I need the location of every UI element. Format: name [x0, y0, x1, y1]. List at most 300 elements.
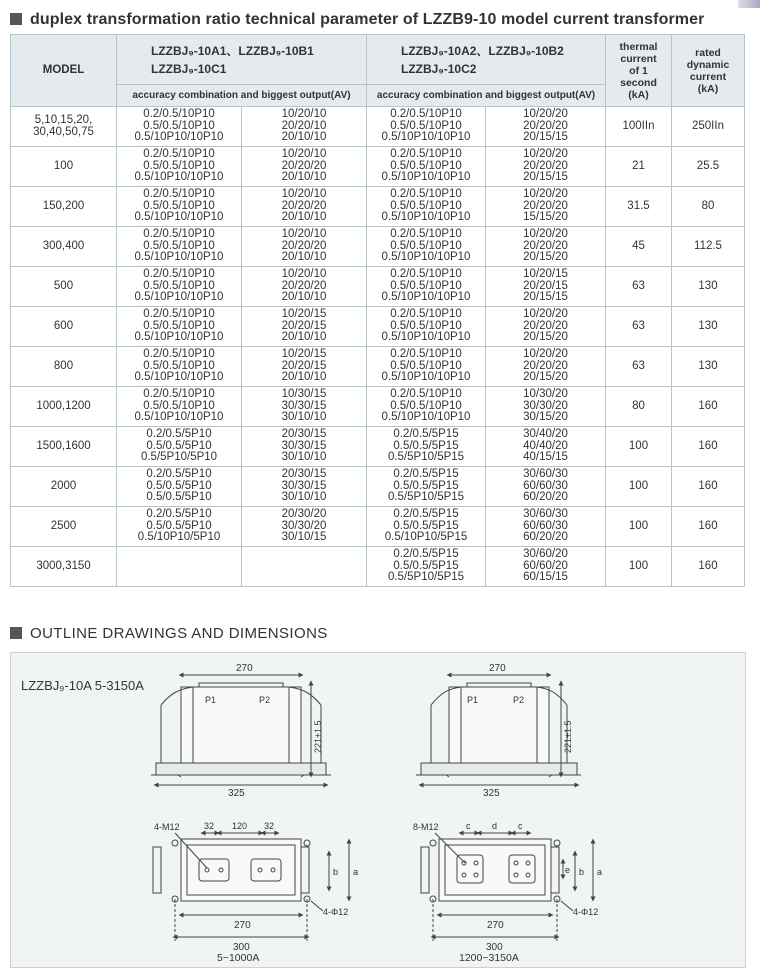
corner-decoration: [738, 0, 760, 8]
output-cell-1-line: 20/20/15: [281, 319, 327, 332]
table-row: [11, 187, 745, 227]
right-side-a: a: [597, 867, 603, 877]
right-p1: P1: [467, 695, 479, 705]
output-cell-2-line: 30/15/20: [523, 411, 568, 424]
left-top-view: [153, 833, 349, 941]
output-cell-1-line: 10/30/15: [281, 388, 327, 401]
accuracy-cell-1-line: 0.2/0.5/5P10: [146, 468, 212, 481]
output-cell-1-line: 20/10/10: [281, 251, 327, 264]
heading-square-icon: [10, 13, 22, 25]
model-cell-line: 5,10,15,20,: [34, 114, 93, 126]
thermal-cell: 21: [606, 147, 672, 187]
thermal-cell: 100: [606, 467, 672, 507]
accuracy-cell-2: [367, 147, 486, 187]
accuracy-cell-1-line: 0.5/0.5/10P10: [143, 159, 215, 172]
accuracy-cell-1: [117, 427, 242, 467]
output-cell-1-line: 30/30/15: [281, 479, 327, 492]
output-cell-1-line: 20/30/15: [281, 468, 327, 481]
dynamic-cell: 160: [672, 507, 745, 547]
group1-line1: LZZBJ₉-10A1、LZZBJ₉-10B1: [151, 43, 314, 58]
output-cell-1-line: 20/30/15: [281, 428, 327, 441]
model-label: LZZBJ₉-10A 5-3150A: [21, 678, 144, 693]
left-p1: P1: [205, 695, 217, 705]
accuracy-cell-1: [117, 147, 242, 187]
model-cell-line: 1000,1200: [36, 399, 91, 412]
right-top-view: [421, 833, 593, 941]
right-mount-holes: 4-Φ12: [573, 907, 599, 917]
accuracy-cell-2-line: 0.2/0.5/10P10: [390, 108, 462, 121]
accuracy-cell-1-line: 0.5/10P10/10P10: [134, 211, 224, 224]
thermal-cell: 45: [606, 227, 672, 267]
output-cell-1: [242, 147, 367, 187]
accuracy-cell-1-line: 0.5/0.5/10P10: [143, 239, 215, 252]
output-cell-1-line: 10/20/10: [281, 268, 327, 281]
thermal-cell: 100: [606, 427, 672, 467]
model-cell: [11, 347, 117, 387]
right-spacing-b: d: [492, 821, 498, 831]
left-side-a: a: [353, 867, 359, 877]
output-cell-2: [486, 267, 606, 307]
dynamic-cell: 130: [672, 267, 745, 307]
output-cell-2-line: 60/60/30: [523, 479, 568, 492]
header-dynamic: [672, 35, 745, 107]
group2-line1: LZZBJ₉-10A2、LZZBJ₉-10B2: [401, 43, 564, 58]
dynamic-line: dynamic: [686, 58, 730, 71]
dynamic-line: (kA): [697, 82, 719, 95]
output-cell-2: [486, 547, 606, 587]
output-cell-1-line: 30/10/15: [281, 531, 327, 544]
model-cell: [11, 387, 117, 427]
model-cell-line: 100: [53, 159, 74, 172]
output-cell-2-line: 30/60/30: [523, 468, 568, 481]
model-cell-line: 3000,3150: [36, 559, 91, 572]
accuracy-cell-1-line: 0.5/0.5/10P10: [143, 119, 215, 132]
accuracy-cell-1-line: 0.2/0.5/5P10: [146, 508, 212, 521]
output-cell-1: [242, 267, 367, 307]
output-cell-1-line: 20/20/20: [281, 279, 327, 292]
output-cell-1-line: 30/30/15: [281, 439, 327, 452]
output-cell-2-line: 20/15/20: [523, 371, 568, 384]
model-cell-line: 2000: [50, 479, 77, 492]
accuracy-cell-1-line: 0.5/10P10/10P10: [134, 411, 224, 424]
dynamic-cell: 160: [672, 467, 745, 507]
output-cell-2-line: 20/15/15: [523, 131, 568, 144]
output-cell-1-line: 10/20/10: [281, 108, 327, 121]
output-cell-1-line: 20/20/20: [281, 239, 327, 252]
left-front-view: [151, 675, 331, 785]
output-cell-2-line: 60/60/20: [523, 559, 568, 572]
table-row: [11, 547, 745, 587]
output-cell-2: [486, 387, 606, 427]
accuracy-cell-1-line: 0.5/0.5/10P10: [143, 199, 215, 212]
table-row: [11, 467, 745, 507]
thermal-cell: 100: [606, 547, 672, 587]
model-cell: [11, 547, 117, 587]
dynamic-cell: 25.5: [672, 147, 745, 187]
output-cell-1-line: 30/30/15: [281, 399, 327, 412]
output-cell-2-line: 10/20/20: [523, 188, 568, 201]
left-dim-top: 270: [236, 663, 253, 674]
output-cell-1: [242, 107, 367, 147]
right-dim-height: 221±1.5: [563, 720, 573, 753]
right-front-view: [416, 675, 581, 785]
thermal-cell: 63: [606, 267, 672, 307]
output-cell-1: [242, 427, 367, 467]
accuracy-cell-2-line: 0.5/10P10/10P10: [381, 411, 471, 424]
output-cell-1-line: 20/10/10: [281, 291, 327, 304]
accuracy-cell-2: [367, 387, 486, 427]
header-thermal: [606, 35, 672, 107]
thermal-cell: 100IIn: [606, 107, 672, 147]
output-cell-1-line: 20/20/15: [281, 359, 327, 372]
left-spacing-c: 32: [264, 821, 275, 831]
output-cell-2: [486, 147, 606, 187]
output-cell-1: [242, 307, 367, 347]
model-cell-line: 300,400: [42, 239, 85, 252]
accuracy-cell-2: [367, 507, 486, 547]
model-cell: [11, 147, 117, 187]
accuracy-cell-2-line: 0.5/0.5/10P10: [390, 359, 462, 372]
accuracy-cell-1-line: 0.5/0.5/10P10: [143, 279, 215, 292]
accuracy-cell-1-line: 0.5/10P10/10P10: [134, 371, 224, 384]
model-cell-line: 2500: [50, 519, 77, 532]
accuracy-cell-2-line: 0.5/10P10/10P10: [381, 211, 471, 224]
thermal-line: current: [620, 52, 657, 65]
output-cell-2-line: 30/60/20: [523, 548, 568, 561]
left-holes-top: 4-M12: [154, 822, 180, 832]
accuracy-cell-1-line: 0.5/10P10/10P10: [134, 131, 224, 144]
accuracy-cell-2-line: 0.5/0.5/10P10: [390, 199, 462, 212]
output-cell-1: [242, 387, 367, 427]
accuracy-cell-2-line: 0.2/0.5/10P10: [390, 148, 462, 161]
accuracy-cell-2-line: 0.5/5P10/5P15: [387, 571, 465, 584]
output-cell-2: [486, 347, 606, 387]
output-cell-2-line: 30/30/20: [523, 399, 568, 412]
output-cell-1-line: 30/30/20: [281, 519, 327, 532]
right-side-b: b: [579, 867, 585, 877]
accuracy-cell-1: [117, 227, 242, 267]
output-cell-2: [486, 227, 606, 267]
output-cell-1-line: 30/10/10: [281, 451, 327, 464]
left-mount-holes: 4-Φ12: [323, 907, 349, 917]
accuracy-cell-1-line: 0.2/0.5/5P10: [146, 428, 212, 441]
accuracy-cell-2-line: 0.5/0.5/10P10: [390, 319, 462, 332]
accuracy-cell-2-line: 0.5/0.5/5P15: [393, 519, 459, 532]
accuracy-cell-2-line: 0.5/0.5/5P15: [393, 439, 459, 452]
dynamic-cell: 250IIn: [672, 107, 745, 147]
output-cell-2: [486, 307, 606, 347]
accuracy-cell-2-line: 0.2/0.5/10P10: [390, 228, 462, 241]
model-cell: [11, 507, 117, 547]
spec-heading: [10, 11, 704, 29]
right-caption: 1200~3150A: [459, 952, 519, 964]
output-cell-1-line: 20/10/10: [281, 371, 327, 384]
accuracy-cell-1-line: 0.2/0.5/10P10: [143, 388, 215, 401]
table-row: [11, 347, 745, 387]
accuracy-cell-1-line: 0.5/0.5/10P10: [143, 399, 215, 412]
output-cell-2-line: 10/20/20: [523, 308, 568, 321]
accuracy-cell-2-line: 0.5/0.5/5P15: [393, 479, 459, 492]
output-cell-1-line: 20/10/10: [281, 331, 327, 344]
output-cell-2-line: 20/15/15: [523, 171, 568, 184]
thermal-cell: 63: [606, 307, 672, 347]
output-cell-2-line: 20/15/20: [523, 331, 568, 344]
accuracy-cell-1-line: 0.2/0.5/10P10: [143, 108, 215, 121]
output-cell-1-line: 10/20/10: [281, 148, 327, 161]
left-dim-base: 325: [228, 788, 245, 799]
output-cell-1: [242, 187, 367, 227]
thermal-line: thermal: [619, 40, 658, 53]
outline-heading: [10, 625, 328, 642]
table-row: [11, 307, 745, 347]
right-p2: P2: [513, 695, 525, 705]
dynamic-cell: 160: [672, 387, 745, 427]
table-row: [11, 387, 745, 427]
accuracy-cell-2-line: 0.2/0.5/5P15: [393, 508, 459, 521]
output-cell-2: [486, 427, 606, 467]
accuracy-cell-1: [117, 307, 242, 347]
group1-line2: LZZBJ₉-10C1: [151, 61, 227, 76]
accuracy-cell-1-line: 0.5/10P10/10P10: [134, 251, 224, 264]
accuracy-cell-1-line: 0.5/0.5/10P10: [143, 319, 215, 332]
model-cell: [11, 467, 117, 507]
output-cell-1-line: 20/20/10: [281, 119, 327, 132]
accuracy-cell-2-line: 0.5/5P10/5P15: [387, 451, 465, 464]
accuracy-cell-2-line: 0.5/0.5/10P10: [390, 159, 462, 172]
group2-line2: LZZBJ₉-10C2: [401, 61, 477, 76]
accuracy-cell-1-line: 0.5/0.5/10P10: [143, 359, 215, 372]
output-cell-2-line: 30/60/30: [523, 508, 568, 521]
accuracy-cell-2: [367, 187, 486, 227]
output-cell-2: [486, 467, 606, 507]
accuracy-cell-1: [117, 187, 242, 227]
model-cell: [11, 307, 117, 347]
accuracy-cell-1-line: 0.2/0.5/10P10: [143, 148, 215, 161]
accuracy-cell-1-line: 0.2/0.5/10P10: [143, 308, 215, 321]
heading-square-icon: [10, 627, 22, 639]
accuracy-cell-2: [367, 267, 486, 307]
accuracy-cell-1-line: 0.5/10P10/5P10: [137, 531, 221, 544]
left-caption: 5~1000A: [217, 952, 260, 964]
right-dim-base: 325: [483, 788, 500, 799]
accuracy-cell-2-line: 0.5/0.5/5P15: [393, 559, 459, 572]
left-bottom-300: 300: [233, 942, 250, 953]
accuracy-cell-2-line: 0.5/10P10/10P10: [381, 251, 471, 264]
thermal-cell: 31.5: [606, 187, 672, 227]
accuracy-cell-2-line: 0.2/0.5/5P15: [393, 468, 459, 481]
accuracy-cell-2-line: 0.5/0.5/10P10: [390, 239, 462, 252]
accuracy-cell-2-line: 0.5/10P10/10P10: [381, 371, 471, 384]
output-cell-2-line: 60/20/20: [523, 531, 568, 544]
output-cell-2-line: 60/60/30: [523, 519, 568, 532]
output-cell-2-line: 30/40/20: [523, 428, 568, 441]
accuracy-cell-1-line: 0.5/5P10/5P10: [140, 451, 218, 464]
right-holes-top: 8-M12: [413, 822, 439, 832]
model-cell: [11, 227, 117, 267]
table-row: [11, 227, 745, 267]
dynamic-line: rated: [695, 46, 721, 59]
output-cell-2-line: 10/30/20: [523, 388, 568, 401]
accuracy-cell-2-line: 0.5/0.5/10P10: [390, 399, 462, 412]
header-group1: [117, 35, 367, 85]
accuracy-cell-1: [117, 467, 242, 507]
output-cell-2-line: 15/15/20: [523, 211, 568, 224]
accuracy-cell-2: [367, 107, 486, 147]
output-cell-2-line: 10/20/15: [523, 268, 568, 281]
spec-table: [10, 34, 745, 587]
dynamic-cell: 160: [672, 547, 745, 587]
output-cell-1: [242, 227, 367, 267]
output-cell-1-line: 10/20/10: [281, 228, 327, 241]
output-cell-1-line: 30/10/10: [281, 491, 327, 504]
output-cell-1-line: 20/10/10: [281, 171, 327, 184]
accuracy-cell-2-line: 0.5/10P10/5P15: [384, 531, 468, 544]
dynamic-cell: 80: [672, 187, 745, 227]
thermal-cell: 63: [606, 347, 672, 387]
accuracy-cell-1: [117, 347, 242, 387]
accuracy-cell-2-line: 0.2/0.5/10P10: [390, 268, 462, 281]
accuracy-cell-2-line: 0.2/0.5/10P10: [390, 348, 462, 361]
left-side-b: b: [333, 867, 339, 877]
model-cell: [11, 187, 117, 227]
accuracy-cell-2: [367, 227, 486, 267]
right-spacing-c: c: [518, 821, 523, 831]
table-row: [11, 267, 745, 307]
output-cell-1-line: 20/10/10: [281, 211, 327, 224]
accuracy-cell-1-line: 0.2/0.5/10P10: [143, 228, 215, 241]
dynamic-cell: 130: [672, 347, 745, 387]
accuracy-cell-2: [367, 547, 486, 587]
output-cell-2-line: 20/20/20: [523, 359, 568, 372]
output-cell-2-line: 20/20/20: [523, 159, 568, 172]
accuracy-cell-1-line: 0.5/10P10/10P10: [134, 291, 224, 304]
output-cell-2: [486, 187, 606, 227]
drawing-canvas: [11, 653, 745, 967]
output-cell-2: [486, 507, 606, 547]
output-cell-2-line: 20/15/20: [523, 251, 568, 264]
model-cell-line: 500: [53, 279, 74, 292]
output-cell-2-line: 40/40/20: [523, 439, 568, 452]
accuracy-cell-2-line: 0.5/0.5/10P10: [390, 119, 462, 132]
output-cell-2-line: 10/20/20: [523, 108, 568, 121]
sub-label-group2: accuracy combination and biggest output(AV): [367, 85, 606, 107]
output-cell-2-line: 20/15/15: [523, 291, 568, 304]
left-bottom-270: 270: [234, 920, 251, 931]
output-cell-1-line: 10/20/10: [281, 188, 327, 201]
right-bottom-300: 300: [486, 942, 503, 953]
output-cell-1-line: 20/30/20: [281, 508, 327, 521]
output-cell-1-line: 20/20/20: [281, 199, 327, 212]
accuracy-cell-1-line: 0.5/0.5/5P10: [146, 519, 212, 532]
model-cell: [11, 427, 117, 467]
thermal-line: second: [620, 76, 657, 89]
accuracy-cell-2-line: 0.2/0.5/10P10: [390, 388, 462, 401]
accuracy-cell-1-line: 0.5/0.5/5P10: [146, 491, 212, 504]
dynamic-cell: 112.5: [672, 227, 745, 267]
left-dim-height: 221±1.5: [313, 720, 323, 753]
output-cell-2-line: 60/15/15: [523, 571, 568, 584]
right-dim-top: 270: [489, 663, 506, 674]
left-spacing-b: 120: [232, 821, 248, 831]
accuracy-cell-1: [117, 387, 242, 427]
table-row: [11, 507, 745, 547]
table-row: [11, 427, 745, 467]
accuracy-cell-2-line: 0.5/10P10/10P10: [381, 171, 471, 184]
accuracy-cell-2-line: 0.2/0.5/10P10: [390, 188, 462, 201]
accuracy-cell-2-line: 0.5/10P10/10P10: [381, 331, 471, 344]
output-cell-2-line: 40/15/15: [523, 451, 568, 464]
model-cell-line: 600: [53, 319, 74, 332]
output-cell-2-line: 20/20/20: [523, 199, 568, 212]
accuracy-cell-1: [117, 107, 242, 147]
thermal-cell: 80: [606, 387, 672, 427]
output-cell-1-line: 10/20/15: [281, 348, 327, 361]
accuracy-cell-1-line: 0.2/0.5/10P10: [143, 268, 215, 281]
thermal-cell: 100: [606, 507, 672, 547]
output-cell-1: [242, 507, 367, 547]
model-cell-line: 150,200: [42, 199, 85, 212]
output-cell-2-line: 10/20/20: [523, 348, 568, 361]
accuracy-cell-2: [367, 427, 486, 467]
dynamic-line: current: [689, 70, 727, 83]
output-cell-2-line: 20/20/20: [523, 119, 568, 132]
model-cell: [11, 107, 117, 147]
output-cell-1-line: 20/10/10: [281, 131, 327, 144]
model-cell: [11, 267, 117, 307]
left-spacing-a: 32: [204, 821, 215, 831]
table-row: [11, 147, 745, 187]
model-cell-line: 1500,1600: [36, 439, 91, 452]
accuracy-cell-1-line: 0.5/10P10/10P10: [134, 171, 224, 184]
thermal-line: (kA): [628, 88, 649, 101]
model-cell-line: 800: [53, 359, 74, 372]
left-p2: P2: [259, 695, 271, 705]
output-cell-1: [242, 467, 367, 507]
output-cell-1-line: 20/20/20: [281, 159, 327, 172]
accuracy-cell-2-line: 0.5/0.5/10P10: [390, 279, 462, 292]
dynamic-cell: 130: [672, 307, 745, 347]
output-cell-2-line: 10/20/20: [523, 148, 568, 161]
output-cell-1-line: 30/10/10: [281, 411, 327, 424]
table-row: [11, 107, 745, 147]
header-model: MODEL: [11, 35, 117, 107]
output-cell-2-line: 60/20/20: [523, 491, 568, 504]
output-cell-2-line: 20/20/15: [523, 279, 568, 292]
right-bottom-270: 270: [487, 920, 504, 931]
accuracy-cell-1-line: 0.5/0.5/5P10: [146, 439, 212, 452]
accuracy-cell-2: [367, 307, 486, 347]
output-cell-2: [486, 107, 606, 147]
right-spacing-a: c: [466, 821, 471, 831]
accuracy-cell-2-line: 0.2/0.5/10P10: [390, 308, 462, 321]
accuracy-cell-1: [117, 507, 242, 547]
accuracy-cell-2-line: 0.5/5P10/5P15: [387, 491, 465, 504]
accuracy-cell-2-line: 0.2/0.5/5P15: [393, 428, 459, 441]
output-cell-1: [242, 547, 367, 587]
accuracy-cell-1-line: 0.2/0.5/10P10: [143, 348, 215, 361]
thermal-line: of 1: [629, 64, 648, 77]
accuracy-cell-1-line: 0.2/0.5/10P10: [143, 188, 215, 201]
accuracy-cell-1-line: 0.5/0.5/5P10: [146, 479, 212, 492]
accuracy-cell-1: [117, 547, 242, 587]
sub-label-group1: accuracy combination and biggest output(AV): [117, 85, 367, 107]
accuracy-cell-2: [367, 467, 486, 507]
output-cell-2-line: 10/20/20: [523, 228, 568, 241]
spec-title: duplex transformation ratio technical parameter of LZZB9-10 model current transformer: [30, 11, 705, 28]
dynamic-cell: 160: [672, 427, 745, 467]
accuracy-cell-2-line: 0.5/10P10/10P10: [381, 291, 471, 304]
right-side-e: e: [565, 865, 571, 875]
